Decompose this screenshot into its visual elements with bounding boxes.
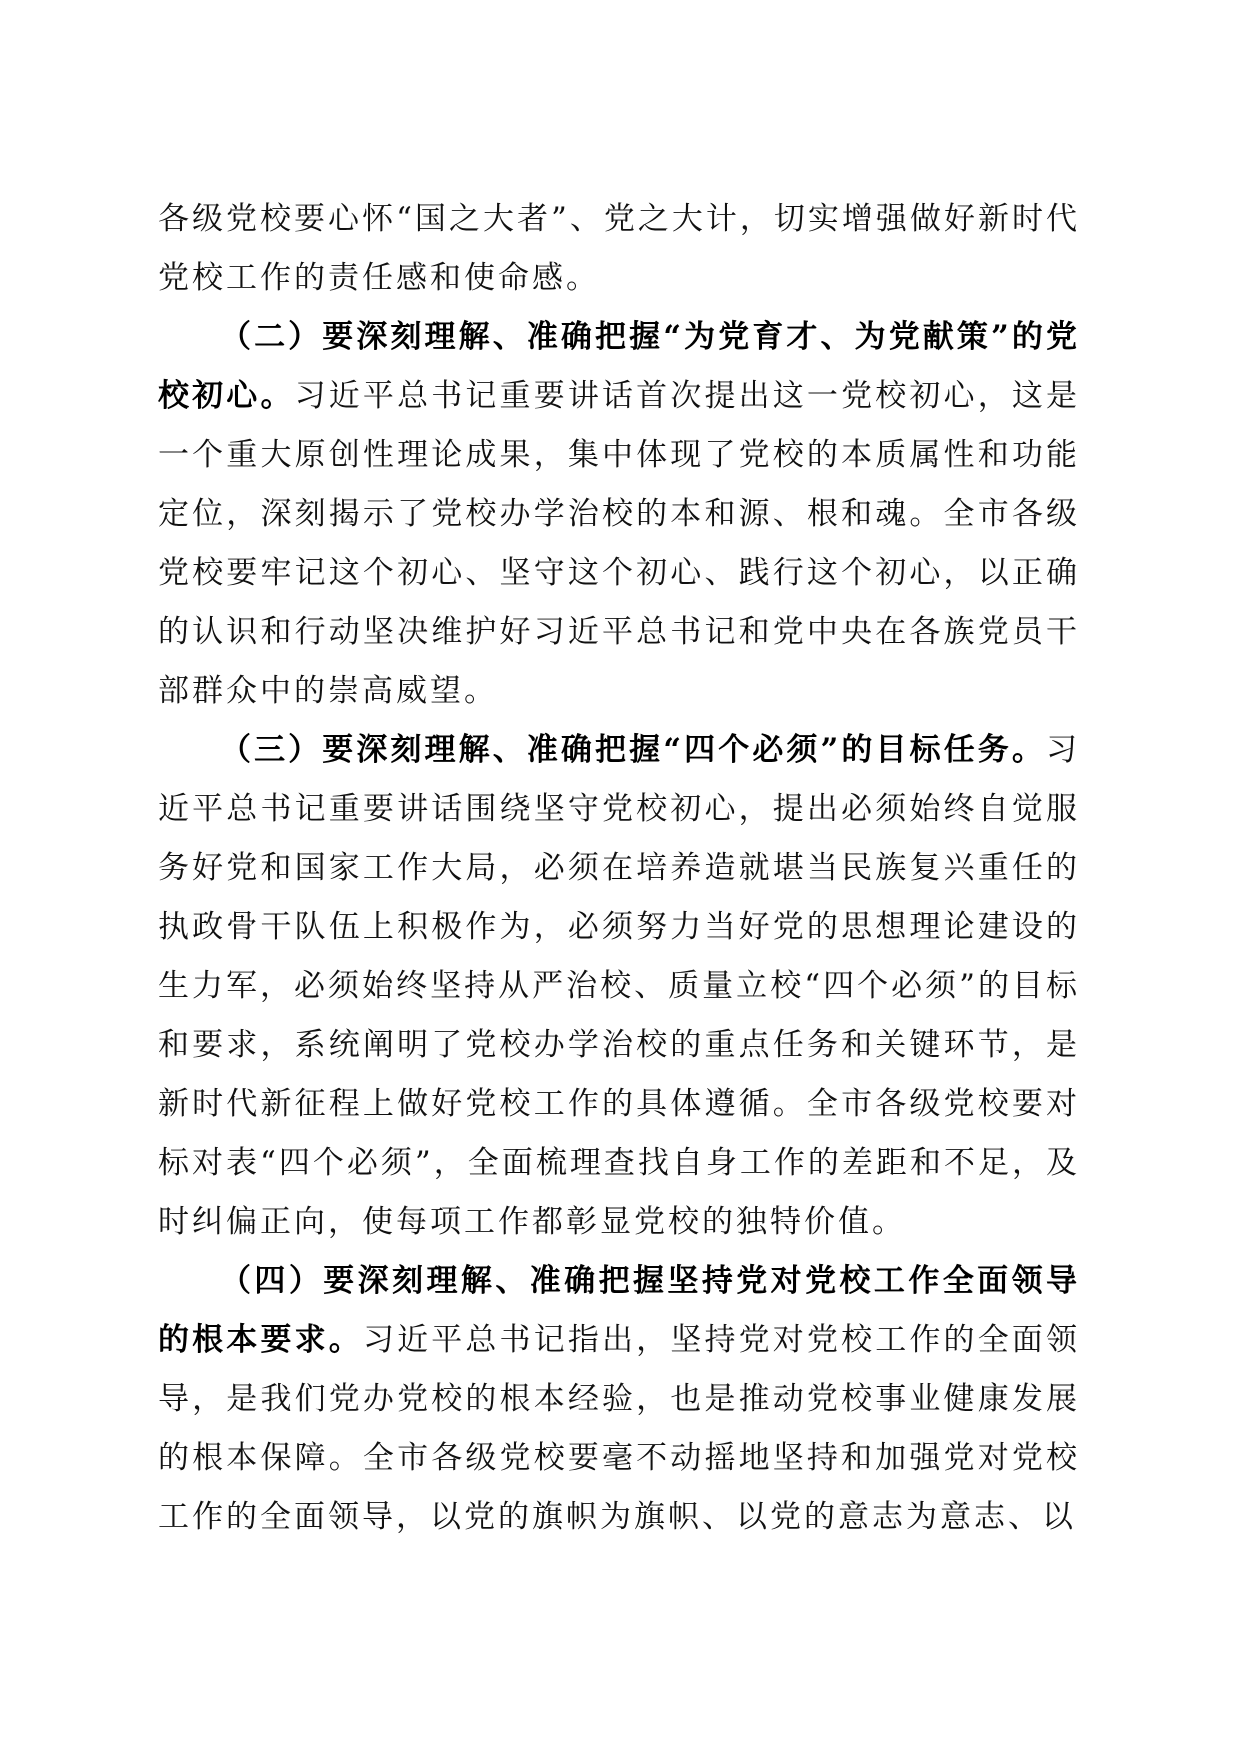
section-heading-2: （二）要深刻理解、准确把握“为党育才、为党献策”的党校初心。	[158, 319, 1080, 414]
paragraph-2-body: 习近平总书记重要讲话首次提出这一党校初心，这是一个重大原创性理论成果，集中体现了党校的本质属性和功能定位，深刻揭示了党校办学治校的本和源、根和魂。全市各级党校要牢记这个初心、坚守这个初心、践行这个初心，以正确的认识和行动坚决维护好习近平总书记和党中央在各族党员干部群众中的崇高威望。	[158, 378, 1081, 709]
section-heading-4: （四）要深刻理解、准确把握坚持党对党校工作全面领导的根本要求。	[158, 1263, 1080, 1358]
paragraph-2	[158, 308, 1080, 721]
paragraph-1-body: 各级党校要心怀“国之大者”、党之大计，切实增强做好新时代党校工作的责任感和使命感。	[158, 201, 1080, 296]
paragraph-1	[158, 190, 1080, 308]
paragraph-4-body: 习近平总书记指出，坚持党对党校工作的全面领导，是我们党办党校的根本经验，也是推动党校事业健康发展的根本保障。全市各级党校要毫不动摇地坚持和加强党对党校工作的全面领导，以党的旗帜为旗帜、以党的意志为意志、以	[158, 1322, 1081, 1535]
paragraph-3	[158, 721, 1080, 1252]
document-body	[158, 190, 1080, 1547]
paragraph-3-body: 习近平总书记重要讲话围绕坚守党校初心，提出必须始终自觉服务好党和国家工作大局，必须在培养造就堪当民族复兴重任的执政骨干队伍上积极作为，必须努力当好党的思想理论建设的生力军，必须始终坚持从严治校、质量立校“四个必须”的目标和要求，系统阐明了党校办学治校的重点任务和关键环节，是新时代新征程上做好党校工作的具体遵循。全市各级党校要对标对表“四个必须”，全面梳理查找自身工作的差距和不足，及时纠偏正向，使每项工作都彰显党校的独特价值。	[158, 732, 1080, 1240]
paragraph-4	[158, 1252, 1080, 1547]
section-heading-3: （三）要深刻理解、准确把握“四个必须”的目标任务。	[220, 732, 1046, 768]
